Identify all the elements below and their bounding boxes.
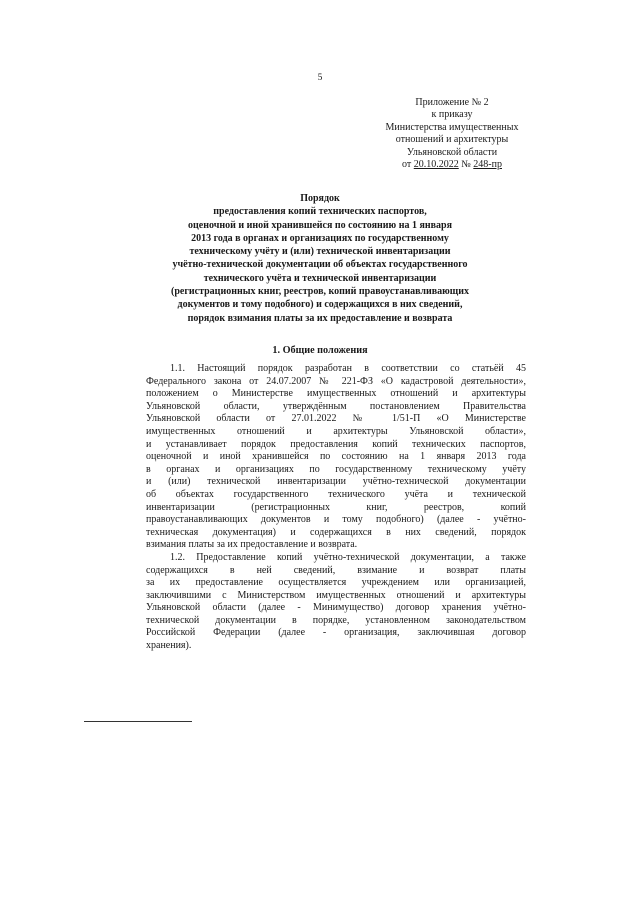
title-line: документов и тому подобного) и содержащихся в них сведений, <box>177 299 463 311</box>
appendix-date: 20.10.2022 <box>413 159 459 171</box>
paragraph-line: технической документации в порядке, установленном законодательством <box>146 614 526 626</box>
appendix-ministry-cont: отношений и архитектуры <box>395 134 509 146</box>
paragraph-line: Ульяновской области, утверждённым постановлением Правительства <box>146 400 526 412</box>
paragraph-line: за их предоставление осуществляется учреждением или организацией, <box>146 577 526 589</box>
paragraph-line: оценочной и иной хранившейся по состоянию на 1 января 2013 года <box>146 451 526 463</box>
appendix-number: 248-пр <box>473 159 502 171</box>
paragraph-line: взимания платы за их предоставление и возврата. <box>146 539 358 551</box>
paragraph-line: Ульяновской области (далее - Минимущество) договор хранения учётно- <box>146 602 526 614</box>
paragraph-line: 1.2. Предоставление копий учётно-технической документации, а также <box>170 551 526 563</box>
paragraph-line: положением о Министерстве имущественных отношений и архитектуры <box>146 388 526 400</box>
title-line: Порядок <box>300 193 340 204</box>
section-heading: 1. Общие положения <box>272 345 368 356</box>
appendix-header <box>352 97 552 171</box>
appendix-date-prefix: от <box>402 159 414 171</box>
title-line: (регистрационных книг, реестров, копий правоустанавливающих <box>171 286 469 298</box>
paragraph-line: в органах и организациях по государственному техническому учёту <box>146 463 526 475</box>
title-line: учётно-технической документации об объектах государственного <box>172 259 468 271</box>
appendix-date-line <box>352 159 552 171</box>
paragraph-line: содержащихся в ней сведений, взимание и возврат платы <box>146 564 526 576</box>
paragraph-line: техническая документация) и содержащихся в них сведений, порядок <box>146 526 526 538</box>
title-line: технического учёта и технической инвентаризации <box>203 272 437 284</box>
document-title <box>120 192 520 325</box>
title-line: оценочной и иной хранившейся по состоянию на 1 января <box>188 219 452 231</box>
paragraph-line: Ульяновской области от 27.01.2022 № 1/51-П «О Министерстве <box>146 413 526 425</box>
paragraph <box>146 552 526 653</box>
paragraph-line: об объектах государственного технического учёта и технической <box>146 488 526 500</box>
paragraph-line: инвентаризации (регистрационных книг, реестров, копий <box>146 501 526 513</box>
paragraph-line: 1.1. Настоящий порядок разработан в соответствии со статьёй 45 <box>170 363 526 374</box>
title-line: 2013 года в органах и организациях по государственному <box>191 232 449 244</box>
body-text <box>146 363 526 653</box>
paragraph-line: заключившими с Министерством имущественных отношений и архитектуры <box>146 589 526 601</box>
paragraph-line: хранения). <box>146 640 192 652</box>
title-line: техническому учёту и (или) технической инвентаризации <box>189 246 451 258</box>
paragraph-line: и устанавливает порядок предоставления копий технических паспортов, <box>146 438 526 450</box>
footnote-rule <box>84 721 192 722</box>
title-line: порядок взимания платы за их предоставление и возврата <box>187 312 453 324</box>
appendix-title: Приложение № 2 <box>415 97 489 108</box>
paragraph-line: Российской Федерации (далее - организация, заключившая договор <box>146 627 526 639</box>
paragraph-line: имущественных отношений и архитектуры Ульяновской области», <box>146 425 526 437</box>
title-line: предоставления копий технических паспортов, <box>213 206 427 218</box>
page-number: 5 <box>317 73 323 83</box>
appendix-number-prefix: № <box>458 159 474 171</box>
paragraph <box>146 363 526 552</box>
paragraph-line: Федерального закона от 24.07.2007 № 221-ФЗ «О кадастровой деятельности», <box>146 375 526 387</box>
paragraph-line: правоустанавливающих документов и тому подобного) (далее - учётно- <box>146 514 526 526</box>
appendix-region: Ульяновской области <box>406 146 498 158</box>
appendix-to-order: к приказу <box>431 109 473 121</box>
paragraph-line: и (или) технической инвентаризации учётно-технической документации <box>146 476 526 488</box>
appendix-ministry: Министерства имущественных <box>385 121 519 133</box>
